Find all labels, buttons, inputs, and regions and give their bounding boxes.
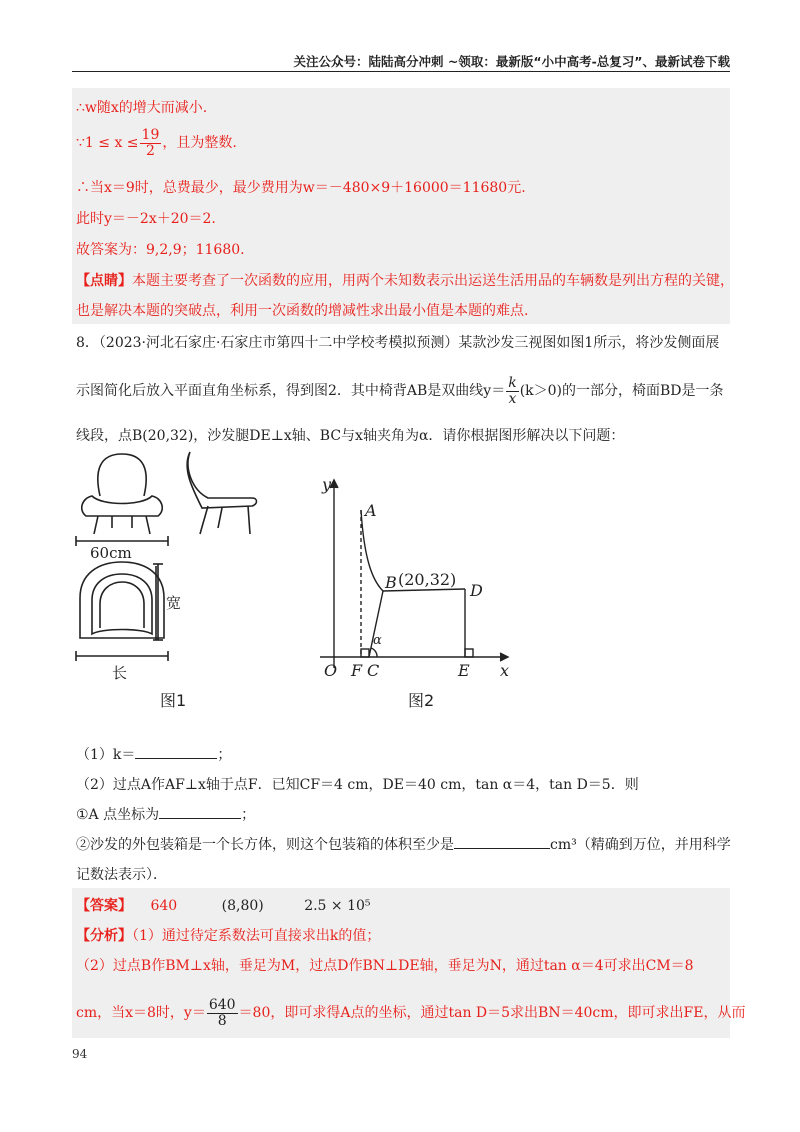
sub2-1-end: ；: [241, 807, 256, 823]
problem-line-2-tail: (k＞0)的一部分，椅面BD是一条: [519, 383, 724, 400]
fig2-alpha: α: [373, 633, 382, 648]
fig2-point-f: F: [351, 661, 363, 680]
fraction-denominator: 8: [217, 1012, 227, 1029]
problem-line-1: 8．（2023·河北石家庄·石家庄市第四十二中学校考模拟预测）某款沙发三视图如图1所示，将沙发侧面展: [76, 335, 720, 351]
problem-line-2: [76, 376, 724, 406]
answer-blank-volume[interactable]: [454, 836, 550, 849]
solution-line-1: ∴w随x的增大而减小.: [76, 100, 208, 116]
sofa-front-legs: [94, 516, 150, 534]
fig2-point-e: E: [458, 661, 470, 680]
answer-blank-a[interactable]: [159, 806, 241, 819]
sub-question-2-2: [76, 834, 731, 854]
sofa-side-back: [187, 452, 256, 508]
sofa-front-seat: [82, 496, 163, 516]
analysis-fraction: [207, 998, 238, 1028]
fig2-point-c: C: [367, 661, 380, 680]
fig1-height-label: 宽: [166, 594, 182, 612]
answer-3: 2.5 × 10⁵: [304, 898, 371, 914]
solution-dianjing-1: [76, 270, 734, 290]
solution-line-5: 故答案为：9,2,9；11680.: [76, 242, 245, 258]
hyperbola-fraction: [506, 376, 518, 406]
sub2-2-end: cm³（精确到万位，并用科学: [550, 837, 731, 853]
curve-ab: [361, 510, 383, 591]
fig2-origin: O: [324, 661, 338, 680]
header-rule: [72, 71, 730, 72]
analysis-line-2: （2）过点B作BM⊥x轴，垂足为M，过点D作BN⊥DE轴，垂足为N，通过tan α＝4可求出CM＝8: [76, 958, 694, 974]
fig2-point-b: B: [385, 573, 397, 592]
fig1-caption: 图1: [160, 691, 187, 710]
fig2-point-a: A: [365, 501, 377, 520]
fraction-numerator: k: [508, 375, 517, 391]
kuan-bracket-drawn: [153, 564, 163, 640]
problem-line-2-head: 示图简化后放入平面直角坐标系，得到图2．其中椅背AB是双曲线y＝: [76, 383, 506, 400]
fig2-b-coordinate: (20,32): [398, 570, 457, 589]
solution-line-3: ∴当x＝9时，总费最少，最少费用为w＝－480×9＋16000＝11680元.: [76, 180, 526, 196]
sofa-side-legs: [200, 506, 250, 534]
fig2-x-label: x: [500, 661, 510, 680]
analysis-line-3: [76, 998, 745, 1028]
answer-blank-k[interactable]: [135, 746, 217, 759]
solution-ineq-tail: ，且为整数.: [162, 135, 237, 152]
angle-alpha-arc: [371, 648, 377, 657]
fig1-length-label: 长: [112, 664, 128, 682]
sub1-end: ；: [217, 747, 232, 763]
x-axis-arrow: [500, 653, 508, 661]
sub-question-2-3: 记数法表示）．: [76, 867, 167, 883]
sub-question-2-1: [76, 804, 255, 824]
sub-question-1: [76, 744, 231, 764]
sub-question-2: （2）过点A作AF⊥x轴于点F．已知CF＝4 cm，DE＝40 cm，tan α＝4，tan D＝5．则: [76, 777, 639, 793]
sub2-1-label: ①A 点坐标为: [76, 807, 160, 823]
dianjing-tag: 【点睛】: [76, 273, 132, 289]
fig2-y-label: y: [322, 475, 332, 494]
sofa-front-back: [98, 454, 146, 496]
right-angle-f: [361, 649, 369, 657]
sub2-2-label: ②沙发的外包装箱是一个长方体，则这个包装箱的体积至少是: [76, 837, 454, 853]
sofa-top-inner: [92, 574, 152, 634]
answer-tag: 【答案】: [76, 898, 132, 914]
analysis-line-3-tail: ＝80，即可求得A点的坐标，通过tan D＝5求出BN＝40cm，即可求出FE，从而: [238, 1005, 746, 1022]
fraction: [140, 128, 162, 158]
fig2-point-d: D: [470, 581, 483, 600]
solution-line-4: 此时y＝－2x＋20＝2.: [76, 211, 216, 227]
fraction-numerator: 19: [141, 127, 160, 143]
fig1-width-label: 60cm: [90, 544, 132, 562]
fraction-numerator: 640: [208, 997, 236, 1013]
fig2-caption: 图2: [408, 691, 435, 710]
analysis-line-3-head: cm，当x＝8时，y＝: [76, 1005, 206, 1022]
page-number: 94: [72, 1047, 88, 1061]
right-angle-e: [465, 649, 473, 657]
fraction-denominator: x: [508, 390, 517, 407]
page-header: 关注公众号：陆陆高分冲刺 ~领取：最新版“小中高考-总复习”、最新试卷下载: [293, 54, 730, 69]
figures: [72, 448, 532, 718]
y-axis-arrow: [330, 480, 338, 488]
solution-dianjing-2: 也是解决本题的突破点，利用一次函数的增减性求出最小值是本题的难点.: [76, 303, 529, 319]
answer-2: (8,80): [221, 898, 264, 914]
solution-ineq: ∵1 ≤ x ≤: [76, 135, 139, 152]
dianjing-text-1: 本题主要考查了一次函数的应用，用两个未知数表示出运送生活用品的车辆数是列出方程的关键，: [132, 273, 734, 289]
fraction-denominator: 2: [145, 142, 155, 159]
analysis-text-1: （1）通过待定系数法可直接求出k的值；: [132, 928, 381, 944]
problem-line-3: 线段，点B(20,32)，沙发腿DE⊥x轴、BC与x轴夹角为α．请你根据图形解决以下问题：: [76, 428, 625, 444]
analysis-tag: 【分析】: [76, 928, 132, 944]
answer-1: 640: [150, 898, 178, 914]
solution-line-2: [76, 128, 237, 158]
analysis-line-1: [76, 925, 380, 945]
answer-line: [76, 895, 371, 915]
sofa-top-inner-2: [100, 582, 144, 628]
sub1-label: （1）k＝: [76, 747, 136, 763]
